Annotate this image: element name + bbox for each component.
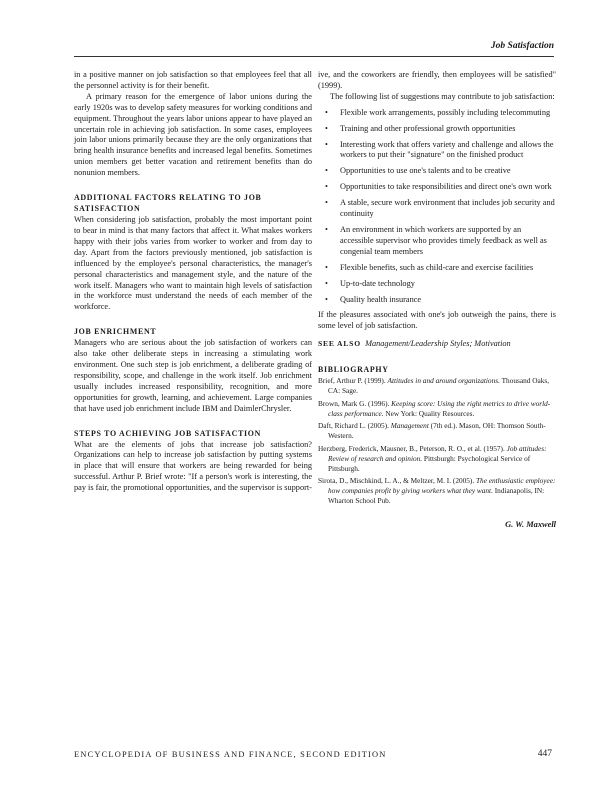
- see-also-line: [318, 339, 556, 350]
- suggestions-list: [318, 108, 556, 306]
- bullet-icon: •: [325, 139, 328, 149]
- bullet-icon: •: [325, 123, 328, 133]
- list-item: • Quality health insurance: [325, 294, 422, 304]
- page-number: 447: [537, 749, 552, 759]
- list-item: • Flexible work arrangements, possibly including telecommuting: [325, 107, 551, 117]
- bullet-icon: •: [325, 107, 328, 117]
- left-column: [74, 70, 312, 494]
- enrichment-heading: JOB ENRICHMENT: [74, 327, 157, 337]
- bullet-icon: •: [325, 224, 328, 234]
- bullet-icon: •: [325, 294, 328, 304]
- opening-paragraph: in a positive manner on job satisfaction so that employees feel that all the personnel activity is for their benefit.: [74, 70, 312, 90]
- bibliography-heading: BIBLIOGRAPHY: [318, 365, 389, 375]
- continuation-paragraph: ive, and the coworkers are friendly, then employees will be satisfied" (1999).: [318, 70, 556, 90]
- list-item: • Flexible benefits, such as child-care and exercise facilities: [325, 262, 534, 272]
- bullet-icon: •: [325, 182, 328, 192]
- list-item: • Up-to-date technology: [325, 278, 415, 288]
- factors-paragraph: When considering job satisfaction, probably the most important point to bear in mind is that many factors that affect it. What makes workers happy with their jobs varies from worker to worker and from day to day. Apart from the factors previously mentioned, job satisfaction is influenced by the employee's personal characteristics, the manager's personal characteristics and management style, and the nature of the work itself. Managers who want to maintain high levels of satisfaction in the workforce must understand the needs of each member of the workforce.: [74, 215, 312, 312]
- bibliography-entry: Brief, Arthur P. (1999). Attitudes in and around organizations. Thousand Oaks, CA: Sage.: [318, 376, 550, 395]
- author-signature: G. W. Maxwell: [505, 519, 556, 529]
- list-item: • Training and other professional growth opportunities: [325, 123, 516, 133]
- header-rule: [74, 56, 554, 57]
- union-paragraph: A primary reason for the emergence of labor unions during the early 1920s was to develop safety measures for working conditions and equipment. Throughout the years labor unions appear to have played an uncertain role in achieving job satisfaction. In some cases, employees join labor unions primarily because they are the only organizations that bring health insurance benefits and increased legal benefits. Sometimes union members get better vacation and retirement benefits than do nonunion members.: [74, 91, 312, 178]
- list-item: • An environment in which workers are supported by an accessible supervisor who provides timely feedback as well as congenial team members: [325, 224, 547, 256]
- bibliography-entry: Sirota, D., Mischkind, L. A., & Meltzer, M. I. (2005). The enthusiastic employee: how companies profit by giving workers what they want. Indianapolis, IN: Wharton School Pub.: [318, 476, 556, 505]
- bullet-icon: •: [325, 262, 328, 272]
- steps-heading: STEPS TO ACHIEVING JOB SATISFACTION: [74, 428, 262, 438]
- bullet-icon: •: [325, 278, 328, 288]
- list-item: • A stable, secure work environment that includes job security and continuity: [325, 198, 555, 219]
- bibliography-entry: Brown, Mark G. (1996). Keeping score: Using the right metrics to drive world-class performance. New York: Quality Resources.: [318, 398, 551, 418]
- list-intro: The following list of suggestions may contribute to job satisfaction:: [330, 91, 555, 101]
- see-also-label: SEE ALSO: [318, 339, 361, 349]
- list-item: • Interesting work that offers variety and challenge and allows the workers to put their "signature" on the finished product: [325, 139, 554, 160]
- bibliography-entry: Herzberg, Frederick, Mausner, B., Peterson, R. O., et al. (1957). Job attitudes: Review of research and opinion. Pittsburgh: Psychological Service of Pittsburgh.: [318, 443, 547, 473]
- see-also-references: Management/Leadership Styles; Motivation: [365, 339, 511, 349]
- bullet-icon: •: [325, 166, 328, 176]
- enrichment-paragraph: Managers who are serious about the job satisfaction of workers can also take other deliberate steps in increasing a stimulating work environment. One such step is job enrichment, a deliberate grading of responsibility, scope, and challenge in the work itself. Job enrichment usually includes increased responsibility, recognition, and more opportunities for growth, learning, and achievement. Large companies that have used job enrichment include IBM and DaimlerChrysler.: [74, 338, 312, 413]
- bullet-icon: •: [325, 198, 328, 208]
- closing-paragraph: If the pleasures associated with one's job outweigh the pains, there is some level of job satisfaction.: [318, 310, 556, 331]
- right-column: [318, 70, 556, 531]
- list-item: • Opportunities to take responsibilities and direct one's own work: [325, 182, 552, 192]
- factors-heading: ADDITIONAL FACTORS RELATING TO JOB SATISFACTION: [74, 193, 262, 214]
- footer-publication-title: ENCYCLOPEDIA OF BUSINESS AND FINANCE, SECOND EDITION: [74, 750, 387, 759]
- steps-paragraph: What are the elements of jobs that increase job satisfaction? Organizations can help to increase job satisfaction by putting systems in place that will ensure that workers are being rewarded for being successful. Arthur P. Brief wrote: "If a person's work is interesting, the pay is fair, the promotional opportunities, and the supervisor is support-: [74, 439, 312, 493]
- bibliography-entry: Daft, Richard L. (2005). Management (7th ed.). Mason, OH: Thomson South-Western.: [318, 421, 546, 441]
- running-head-title: Job Satisfaction: [490, 41, 554, 51]
- list-item: • Opportunities to use one's talents and to be creative: [325, 166, 511, 176]
